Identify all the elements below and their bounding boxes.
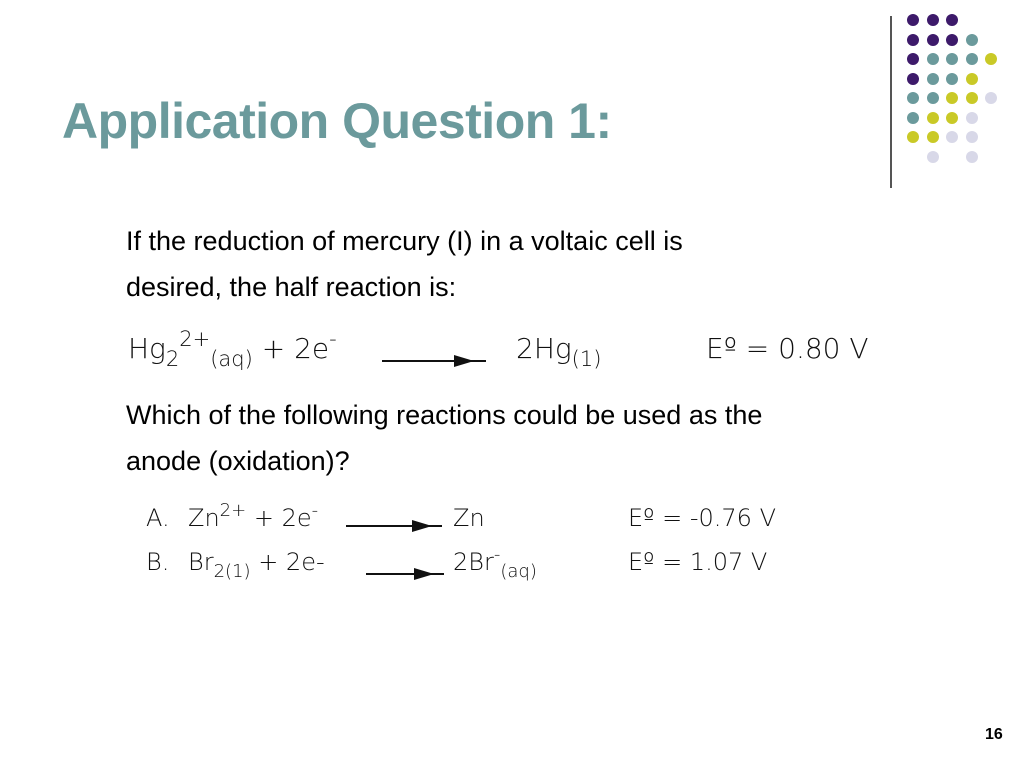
decorative-dot [927, 34, 939, 46]
decorative-dot [907, 131, 919, 143]
option-b-potential: Eº = 1.07 V [628, 548, 768, 576]
decorative-dot [907, 73, 919, 85]
option-a-reactant: Zn [188, 504, 220, 532]
option-a-potential: Eº = -0.76 V [628, 504, 776, 532]
decorative-dot [907, 92, 919, 104]
main-electrons: + 2e [261, 332, 330, 365]
decorative-dot [927, 112, 939, 124]
decorative-dot [907, 112, 919, 124]
decorative-dot [966, 112, 978, 124]
option-a-letter: A. [146, 504, 170, 532]
main-reactant-state: (aq) [210, 347, 253, 372]
option-b-product-charge: - [493, 544, 501, 566]
decorative-dot [907, 34, 919, 46]
decorative-dot [927, 14, 939, 26]
decorative-dot [927, 73, 939, 85]
option-a-arrow [346, 520, 442, 532]
option-b-arrow [366, 568, 444, 580]
decorative-dot [985, 53, 997, 65]
decorative-dot [966, 151, 978, 163]
decorative-dot [927, 92, 939, 104]
main-electron-charge: - [329, 327, 337, 352]
decorative-dot [966, 53, 978, 65]
decorative-dot [966, 92, 978, 104]
option-a-reactant-charge: 2+ [219, 500, 247, 522]
decorative-dot [946, 53, 958, 65]
decorative-dot [966, 73, 978, 85]
decorative-dot [946, 92, 958, 104]
option-a-reactants [188, 500, 319, 532]
option-a-electrons: + 2e [253, 504, 312, 532]
option-b-reactant-state: 2(1) [213, 561, 251, 583]
main-potential: Eº = 0.80 V [706, 332, 869, 365]
main-reactant-charge: 2+ [179, 327, 211, 352]
divider-line [890, 16, 892, 188]
option-b-electrons: + 2e- [258, 548, 325, 576]
main-product-state: (1) [571, 347, 602, 372]
question2-line-2: anode (oxidation)? [126, 446, 350, 476]
decorative-dot [946, 73, 958, 85]
decorative-dot [966, 131, 978, 143]
option-b-reactant: Br [188, 548, 214, 576]
decorative-dot [946, 34, 958, 46]
decorative-dot [946, 112, 958, 124]
decorative-dot [907, 53, 919, 65]
option-b-letter: B. [146, 548, 170, 576]
option-b-product [453, 544, 537, 583]
decorative-dot [927, 131, 939, 143]
option-a-product: Zn [453, 504, 485, 532]
main-reactant-symbol: Hg [128, 332, 166, 365]
main-reactant-subscript: 2 [165, 347, 180, 372]
slide-title: Application Question 1: [62, 93, 612, 149]
main-product [516, 332, 602, 372]
decorative-dot [966, 34, 978, 46]
decorative-dot [946, 131, 958, 143]
decorative-dot-grid [907, 14, 1007, 164]
question-paragraph [126, 218, 966, 310]
main-product-symbol: 2Hg [516, 332, 572, 365]
question-line-2: desired, the half reaction is: [126, 272, 457, 302]
option-a-electron-charge: - [311, 500, 319, 522]
main-reactant [128, 327, 337, 372]
option-b-product-state: (aq) [500, 561, 537, 583]
question2-line-1: Which of the following reactions could be used as the [126, 400, 763, 430]
decorative-dot [985, 92, 997, 104]
decorative-dot [907, 14, 919, 26]
page-number: 16 [985, 726, 1003, 743]
question-line-1: If the reduction of mercury (I) in a voltaic cell is [126, 226, 683, 256]
option-b-product-symbol: 2Br [453, 548, 494, 576]
option-b-reactants [188, 548, 325, 583]
decorative-dot [927, 53, 939, 65]
decorative-dot [946, 14, 958, 26]
decorative-dot [927, 151, 939, 163]
question-paragraph-2 [126, 392, 966, 484]
main-reaction-arrow [382, 355, 486, 367]
